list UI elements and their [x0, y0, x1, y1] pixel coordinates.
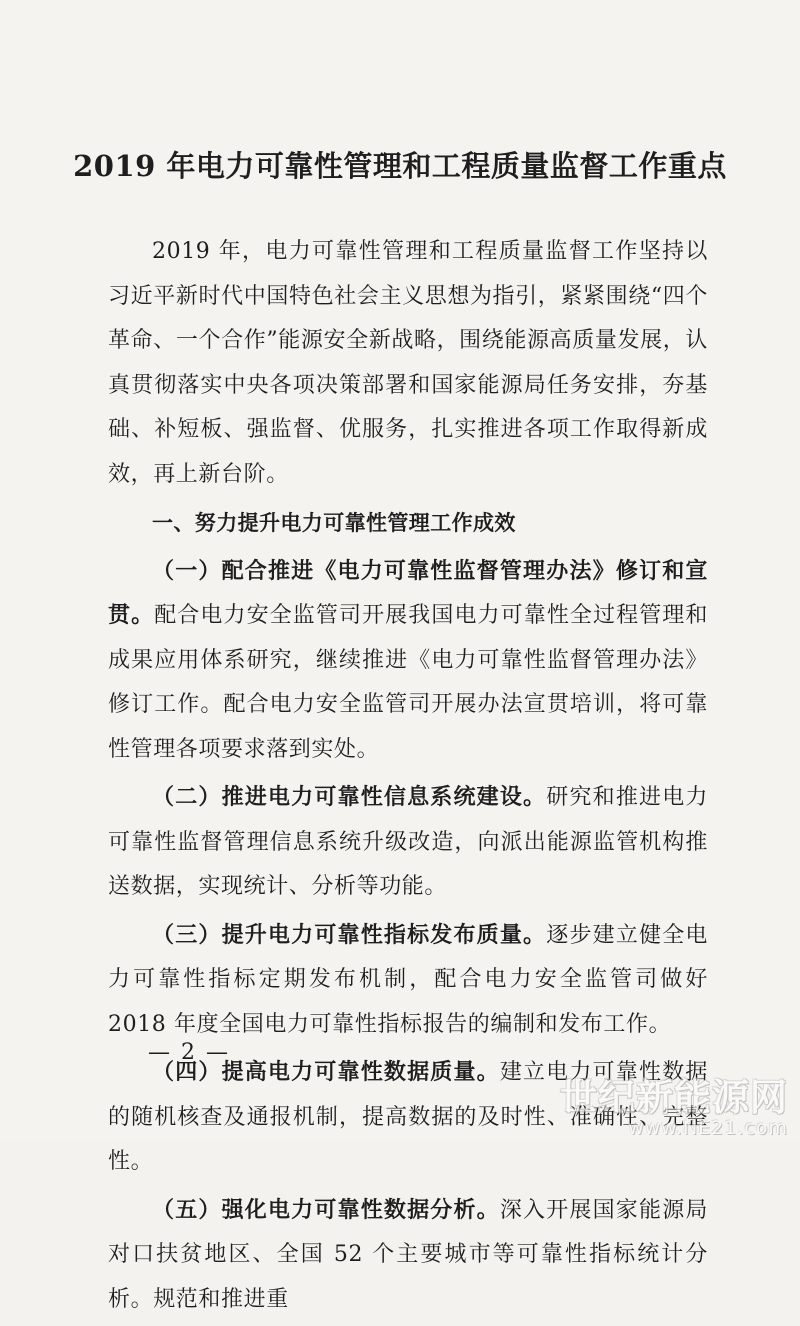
watermark-url: www.NE21.com	[628, 1117, 788, 1139]
section-heading: 一、努力提升电力可靠性管理工作成效	[152, 511, 516, 535]
item-lead-1: （一）配合推进《电力可靠性监督管理办法》修订和宣贯。	[108, 558, 708, 628]
item-lead-3: （三）提升电力可靠性指标发布质量。	[152, 922, 547, 948]
item-text-4: 建立电力可靠性数据的随机核查及通报机制，提高数据的及时性、准确性、完整性。	[108, 1060, 708, 1174]
item-paragraph-5	[108, 1189, 708, 1323]
item-lead-2: （二）推进电力可靠性信息系统建设。	[152, 785, 547, 810]
item-text-2: 研究和推进电力可靠性监督管理信息系统升级改造，向派出能源监管机构推送数据，实现统计、分析等功能。	[108, 785, 708, 899]
watermark-logo: 世纪新能源网	[560, 1076, 788, 1119]
item-text-1: 配合电力安全监管司开展我国电力可靠性全过程管理和成果应用体系研究，继续推进《电力可靠性监督管理办法》修订工作。配合电力安全监管司开展办法宣贯培训，将可靠性管理各项要求落到实处。	[108, 603, 709, 762]
site-watermark	[560, 1078, 788, 1138]
item-text-5: 深入开展国家能源局对口扶贫地区、全国 52 个主要城市等可靠性指标统计分析。规范和推进重	[108, 1197, 708, 1312]
item-paragraph-1	[108, 550, 708, 773]
item-paragraph-2	[108, 776, 708, 910]
document-body	[108, 230, 708, 1326]
item-lead-5: （五）强化电力可靠性数据分析。	[152, 1197, 500, 1223]
item-lead-4: （四）提高电力可靠性数据质量。	[152, 1060, 500, 1085]
document-title: 2019 年电力可靠性管理和工程质量监督工作重点	[73, 149, 727, 183]
intro-paragraph: 2019 年，电力可靠性管理和工程质量监督工作坚持以习近平新时代中国特色社会主义思想为指引，紧紧围绕“四个革命、一个合作”能源安全新战略，围绕能源高质量发展，认真贯彻落实中央各项决策部署和国家能源局任务安排，夯基础、补短板、强监督、优服务，扎实推进各项工作取得新成效，再上新台阶。	[108, 239, 708, 487]
page-number: — 2 —	[148, 1040, 230, 1065]
item-paragraph-3	[108, 914, 708, 1048]
item-text-3: 逐步建立健全电力可靠性指标定期发布机制，配合电力安全监管司做好 2018 年度全国电力可靠性指标报告的编制和发布工作。	[108, 922, 708, 1037]
